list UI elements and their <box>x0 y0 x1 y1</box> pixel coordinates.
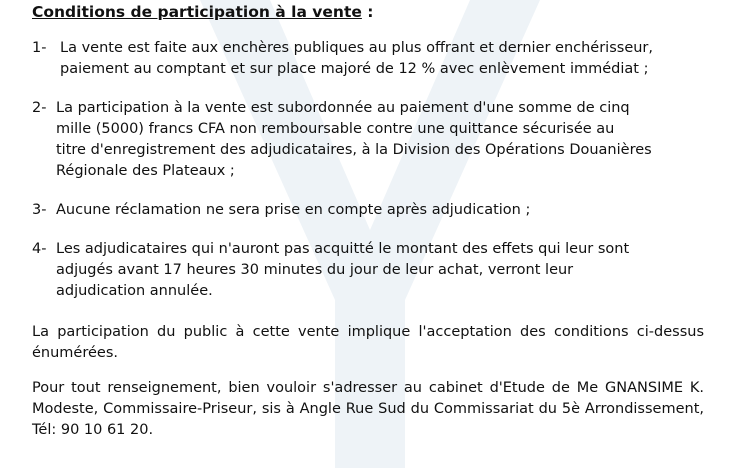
condition-number: 1- <box>32 40 47 56</box>
acceptance-paragraph <box>32 322 704 364</box>
condition-line: La vente est faite aux enchères publiques au plus offrant et dernier enchérisseur, <box>60 40 653 56</box>
condition-line: Les adjudicataires qui n'auront pas acquitté le montant des effets qui leur sont <box>56 241 630 257</box>
conditions-heading-suffix: : <box>361 3 374 21</box>
conditions-heading-title: Conditions de participation à la vente <box>32 3 362 21</box>
condition-line: titre d'enregistrement des adjudicataires, à la Division des Opérations Douanières <box>56 142 652 158</box>
condition-line: paiement au comptant et sur place majoré de 12 % avec enlèvement immédiat ; <box>60 61 649 77</box>
condition-item-4 <box>32 239 704 302</box>
conditions-heading <box>32 2 704 22</box>
paragraph-line: La participation du public à cette vente implique l'acceptation des conditions ci-dessus <box>32 324 704 340</box>
condition-line: mille (5000) francs CFA non remboursable contre une quittance sécurisée au <box>56 121 615 137</box>
condition-item-3 <box>32 200 704 221</box>
paragraph-line: énumérées. <box>32 345 118 361</box>
condition-line: adjugés avant 17 heures 30 minutes du jour de leur achat, verront leur <box>56 262 574 278</box>
contact-paragraph <box>32 378 704 441</box>
condition-number: 4- <box>32 241 47 257</box>
condition-number: 3- <box>32 202 47 218</box>
paragraph-line: Tél: 90 10 61 20. <box>32 422 154 438</box>
condition-line: La participation à la vente est subordonnée au paiement d'une somme de cinq <box>56 100 630 116</box>
condition-line: adjudication annulée. <box>56 283 213 299</box>
condition-item-1 <box>32 38 704 80</box>
condition-number: 2- <box>32 100 47 116</box>
condition-line: Aucune réclamation ne sera prise en compte après adjudication ; <box>56 202 531 218</box>
condition-line: Régionale des Plateaux ; <box>56 163 235 179</box>
paragraph-line: Modeste, Commissaire-Priseur, sis à Angle Rue Sud du Commissariat du 5è Arrondissement, <box>32 401 704 417</box>
condition-item-2 <box>32 98 704 182</box>
paragraph-line: Pour tout renseignement, bien vouloir s'adresser au cabinet d'Etude de Me GNANSIME K. <box>32 380 704 396</box>
